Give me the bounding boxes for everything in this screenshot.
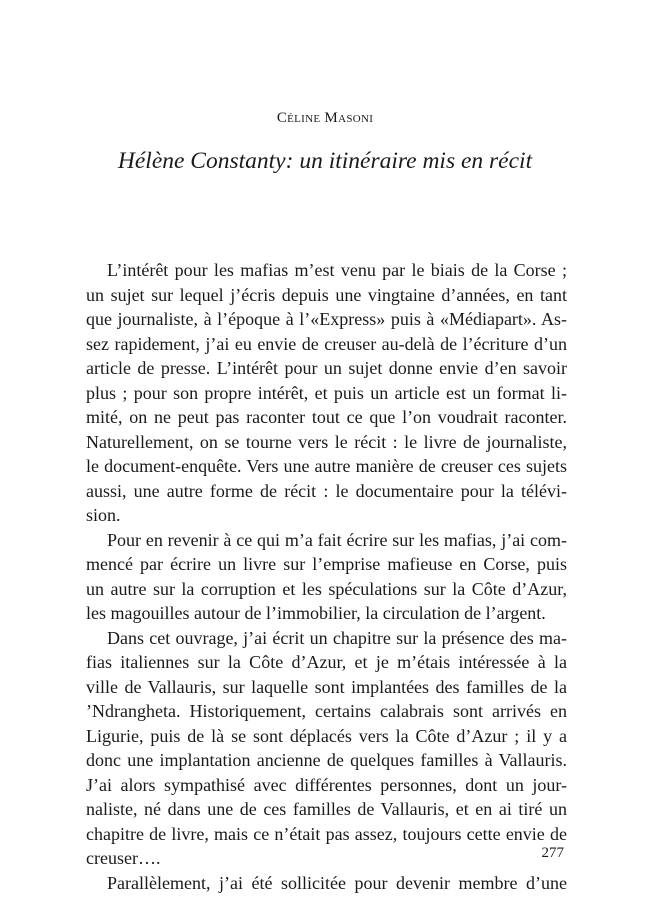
- text-line: Naturellement, on se tourne vers le récit : le livre de journaliste,: [86, 431, 567, 452]
- text-line: aussi, une autre forme de récit : le documentaire pour la télévi-: [86, 480, 567, 501]
- text-line: mencé par écrire un livre sur l’emprise mafieuse en Corse, puis: [86, 554, 567, 574]
- text-line: un sujet sur lequel j’écris depuis une vingtaine d’années, en tant: [86, 284, 567, 305]
- text-line: que journaliste, à l’époque à l’«Express» puis à «Médiapart». As-: [86, 309, 567, 329]
- body-text: [86, 258, 567, 895]
- text-line: Dans cet ouvrage, j’ai écrit un chapitre sur la présence des ma-: [107, 627, 567, 648]
- text-line: chapitre de livre, mais ce n’était pas assez, toujours cette envie de: [86, 823, 567, 844]
- text-line: Parallèlement, j’ai été sollicitée pour devenir membre d’une: [107, 872, 567, 893]
- text-line: L’intérêt pour les mafias m’est venu par le biais de la Corse ;: [107, 260, 567, 280]
- text-line: donc une implantation ancienne de quelques familles à Vallauris.: [86, 750, 567, 770]
- author-name: Céline Masoni: [276, 110, 374, 126]
- text-line: sez rapidement, j’ai eu envie de creuser au-delà de l’écriture d’un: [86, 333, 567, 354]
- text-line: ville de Vallauris, sur laquelle sont implantées des familles de la: [86, 676, 567, 697]
- text-line: un autre sur la corruption et les spéculations sur la Côte d’Azur,: [86, 578, 567, 599]
- text-line: J’ai alors sympathisé avec différentes personnes, dont un jour-: [86, 774, 567, 795]
- text-line: mité, on ne peut pas raconter tout ce que l’on voudrait raconter.: [86, 407, 567, 427]
- text-line: le document-enquête. Vers une autre manière de creuser ces sujets: [86, 456, 567, 476]
- text-line: plus ; pour son propre intérêt, et puis un article est un format li-: [86, 382, 567, 403]
- page-number: 277: [541, 845, 564, 861]
- text-line: Pour en revenir à ce qui m’a fait écrire sur les mafias, j’ai com-: [107, 529, 567, 550]
- text-line: fias italiennes sur la Côte d’Azur, et je m’étais intéressée à la: [86, 652, 567, 672]
- text-line: Ligurie, puis de là se sont déplacés vers la Côte d’Azur ; il y a: [86, 725, 567, 746]
- chapter-title: Hélène Constanty: un itinéraire mis en récit: [117, 148, 533, 174]
- text-line: naliste, né dans une de ces familles de Vallauris, et en ai tiré un: [86, 799, 567, 819]
- text-line: sion.: [86, 505, 121, 525]
- text-line: article de presse. L’intérêt pour un sujet donne envie d’en savoir: [86, 358, 567, 378]
- text-line: ’Ndrangheta. Historiquement, certains calabrais sont arrivés en: [86, 701, 567, 721]
- text-line: creuser….: [86, 848, 161, 868]
- text-line: les magouilles autour de l’immobilier, la circulation de l’argent.: [86, 603, 546, 623]
